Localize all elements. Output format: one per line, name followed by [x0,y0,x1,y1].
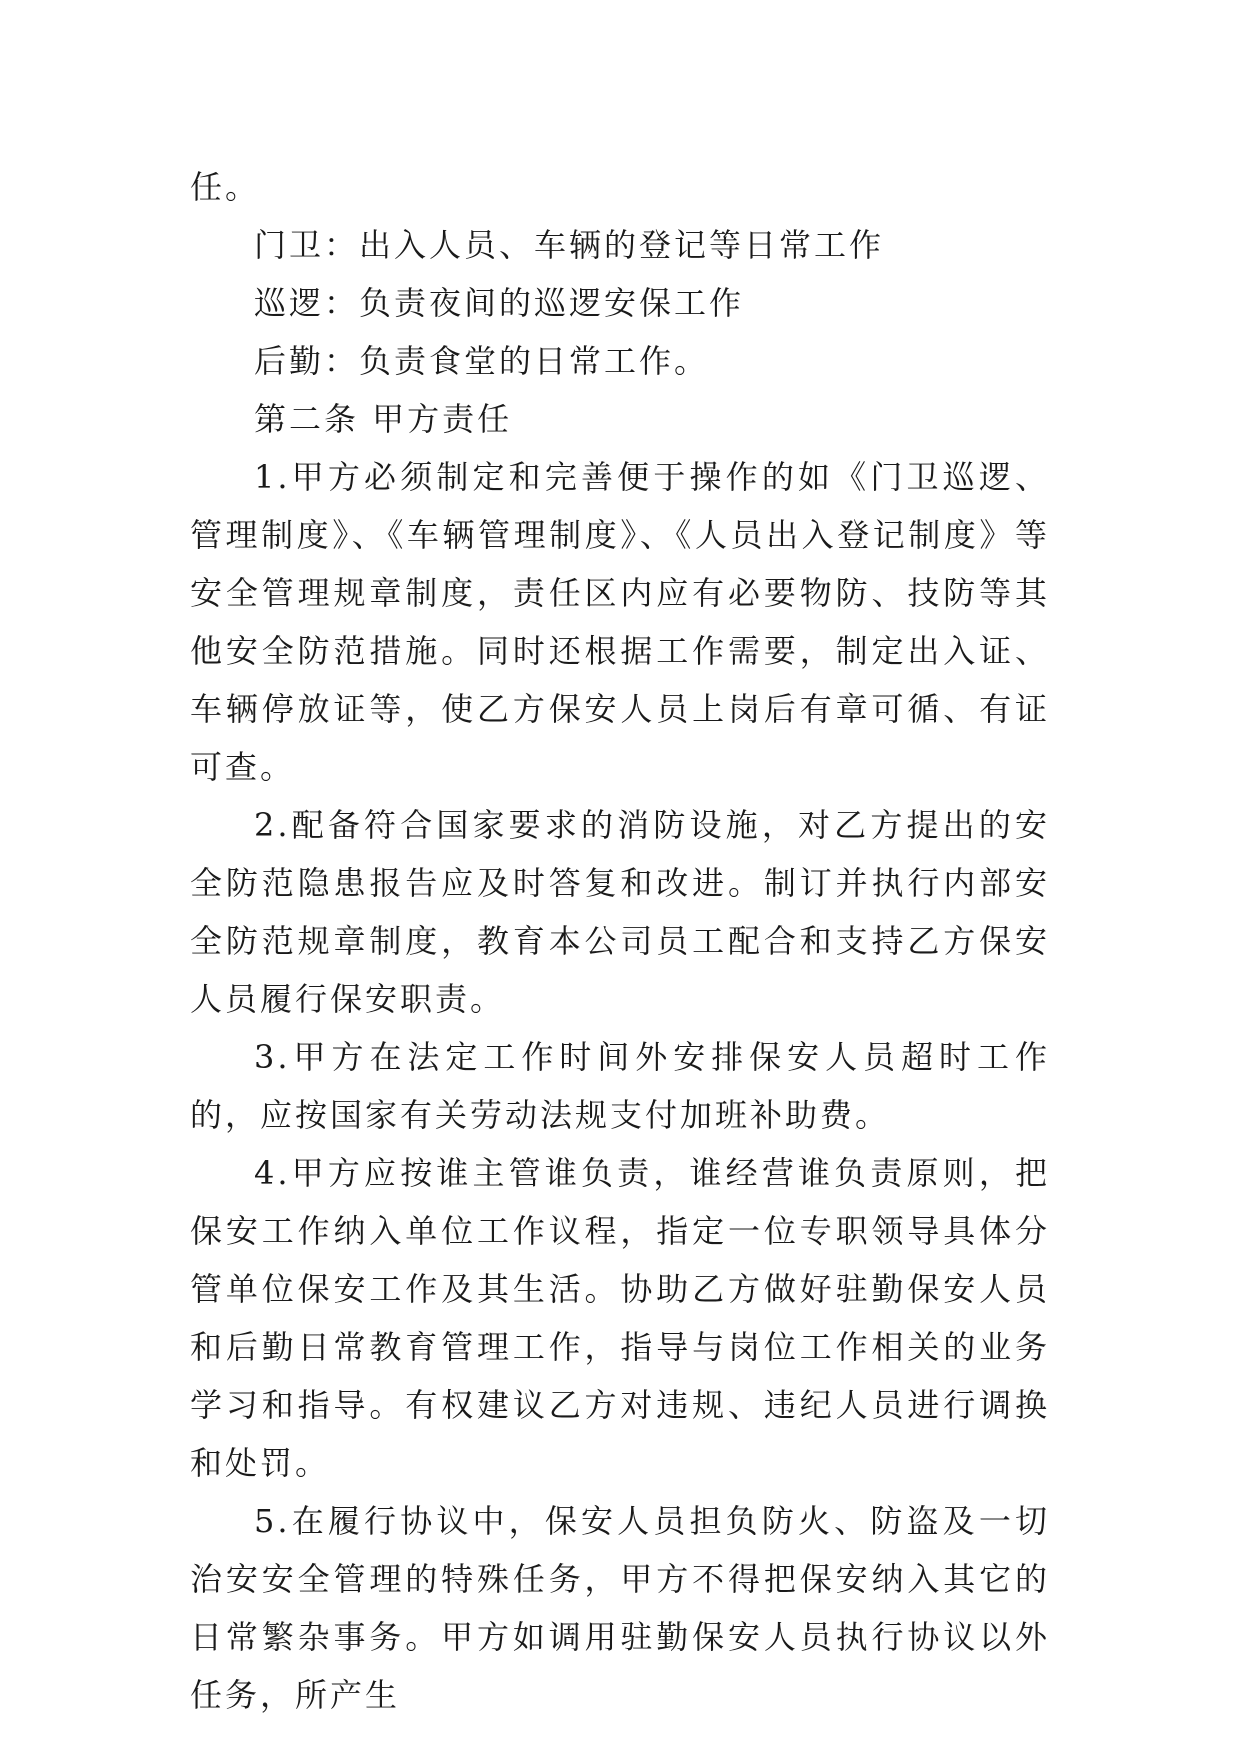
paragraph-item-4: 4.甲方应按谁主管谁负责，谁经营谁负责原则，把保安工作纳入单位工作议程，指定一位专职领导具体分管单位保安工作及其生活。协助乙方做好驻勤保安人员和后勤日常教育管理工作，指导与岗位工作相关的业务学习和指导。有权建议乙方对违规、违纪人员进行调换和处罚。 [190,1154,1050,1482]
paragraph-item-2: 2.配备符合国家要求的消防设施，对乙方提出的安全防范隐患报告应及时答复和改进。制订并执行内部安全防范规章制度，教育本公司员工配合和支持乙方保安人员履行保安职责。 [190,806,1050,1018]
paragraph-gatekeeper: 门卫：出入人员、车辆的登记等日常工作 [254,226,885,264]
paragraph-logistics: 后勤：负责食堂的日常工作。 [254,342,710,380]
document-body [190,158,1050,1724]
paragraph-continuation: 任。 [190,168,261,206]
paragraph-item-3: 3.甲方在法定工作时间外安排保安人员超时工作的，应按国家有关劳动法规支付加班补助费。 [190,1038,1050,1134]
paragraph-item-5: 5.在履行协议中，保安人员担负防火、防盗及一切治安安全管理的特殊任务，甲方不得把保安纳入其它的日常繁杂事务。甲方如调用驻勤保安人员执行协议以外任务，所产生 [190,1502,1050,1714]
section-heading-article-2: 第二条 甲方责任 [254,400,513,438]
paragraph-item-1: 1.甲方必须制定和完善便于操作的如《门卫巡逻、管理制度》、《车辆管理制度》、《人员出入登记制度》等安全管理规章制度，责任区内应有必要物防、技防等其他安全防范措施。同时还根据工作需要，制定出入证、车辆停放证等，使乙方保安人员上岗后有章可循、有证可查。 [190,458,1050,786]
paragraph-patrol: 巡逻：负责夜间的巡逻安保工作 [254,284,745,322]
